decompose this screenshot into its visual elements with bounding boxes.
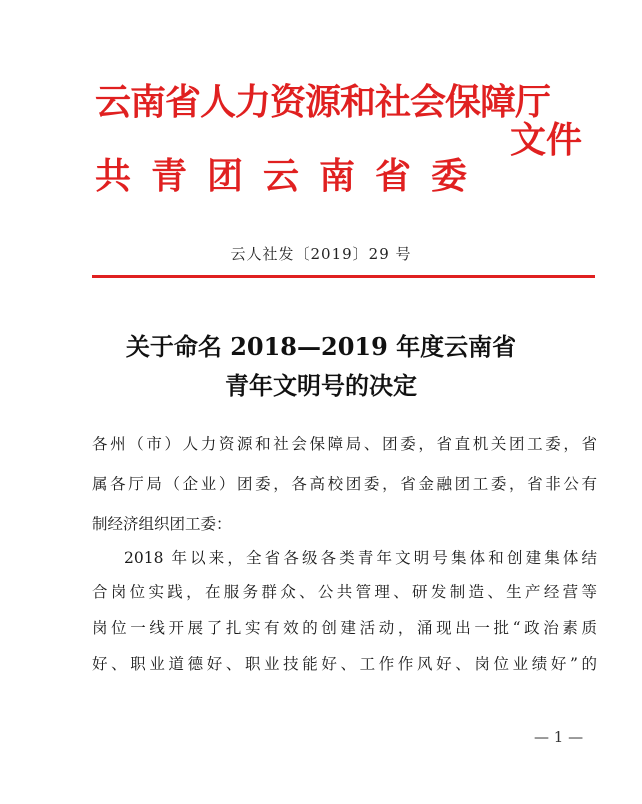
header-red-rule [92, 275, 595, 278]
body-line-6: 岗位一线开展了扎实有效的创建活动，涌现出一批“政治素质 [92, 619, 597, 637]
body-line-5: 合岗位实践，在服务群众、公共管理、研发制造、生产经营等 [92, 583, 597, 601]
document-title-line-2: 青年文明号的决定 [225, 371, 417, 400]
body-line-1: 各州（市）人力资源和社会保障局、团委，省直机关团工委，省 [92, 435, 597, 453]
body-line-4: 2018 年以来，全省各级各类青年文明号集体和创建集体结 [124, 549, 597, 567]
body-line-3: 制经济组织团工委： [92, 515, 232, 533]
issuer-hrss-department: 云南省人力资源和社会保障厅 [95, 81, 551, 123]
body-line-7: 好、职业道德好、职业技能好、工作作风好、岗位业绩好”的 [92, 655, 597, 673]
page-number: — 1 — [534, 728, 584, 746]
document-type-label: 文件 [510, 119, 583, 161]
document-title-line-1: 关于命名 2018—2019 年度云南省 [125, 332, 517, 361]
document-number: 云人社发〔2019〕29 号 [230, 245, 412, 263]
body-line-2: 属各厅局（企业）团委，各高校团委，省金融团工委，省非公有 [92, 475, 597, 493]
issuer-youth-league-committee: 共青团云南省委 [95, 155, 488, 197]
